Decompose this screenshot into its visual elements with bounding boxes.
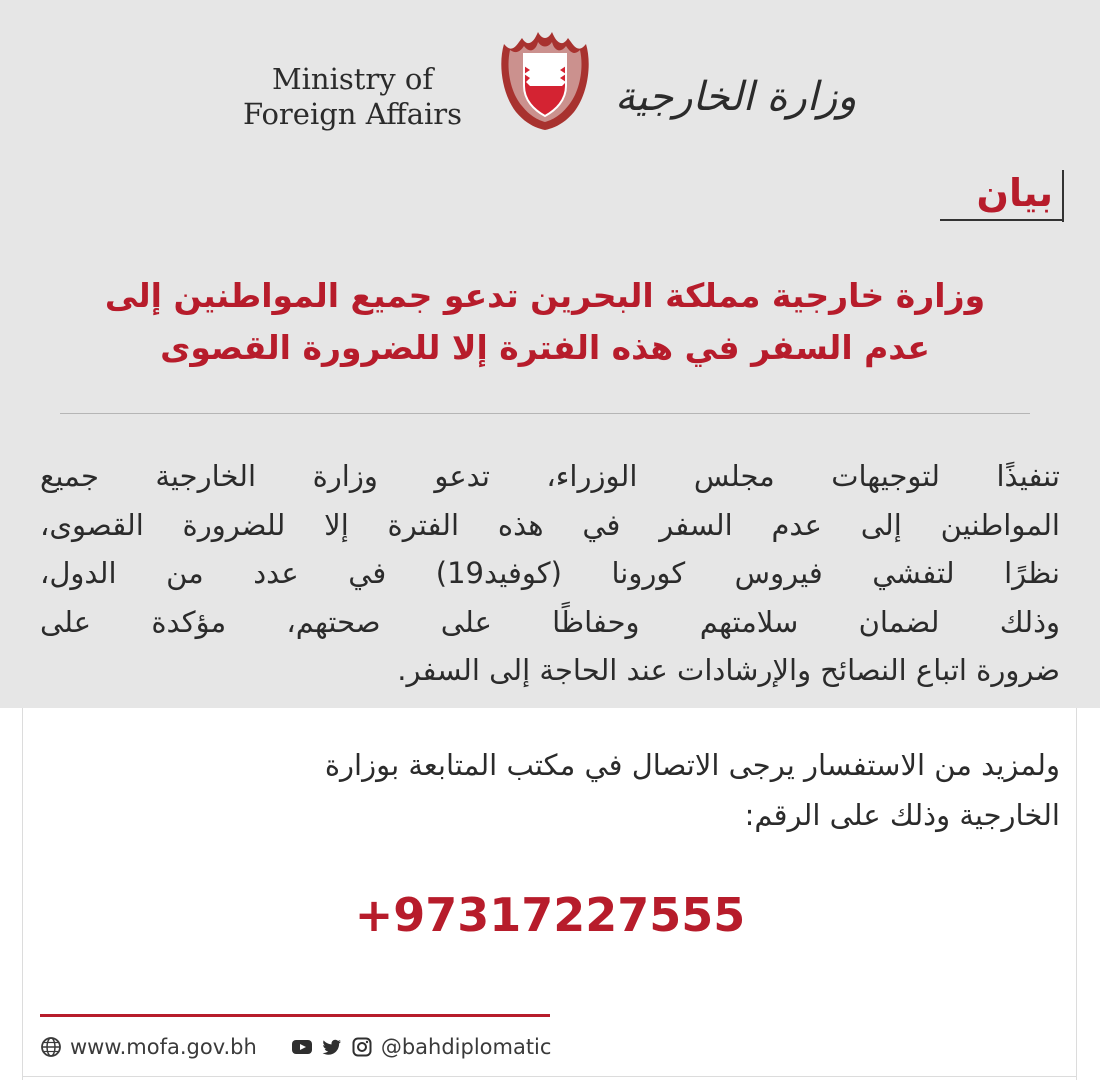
contact-line2: الخارجية وذلك على الرقم: [744,798,1060,832]
body-paragraph [40,452,1060,695]
social-handle[interactable]: @bahdiplomatic [380,1035,552,1059]
contact-line1: ولمزيد من الاستفسار يرجى الاتصال في مكتب المتابعة بوزارة [324,748,1060,782]
ministry-english-name [230,62,475,132]
ministry-english-line1: Ministry of [271,62,434,96]
globe-icon [40,1036,62,1058]
instagram-icon[interactable] [351,1036,373,1058]
footer [40,1030,551,1064]
body-line: نظرًا لتفشي فيروس كورونا (كوفيد19) في عدد من الدول، [40,556,1060,590]
footer-accent-line [40,1014,550,1017]
tag-vertical-line [1062,170,1064,222]
body-line: وذلك لضمان سلامتهم وحفاظًا على صحتهم، مؤكدة على [40,604,1060,639]
website-link[interactable]: www.mofa.gov.bh [70,1035,257,1059]
frame-left [22,708,23,1080]
statement-tag: بيان [976,171,1053,215]
twitter-icon[interactable] [321,1036,343,1058]
frame-right [1076,708,1077,1080]
body-line: تنفيذًا لتوجيهات مجلس الوزراء، تدعو وزارة الخارجية جميع [40,459,1060,493]
body-line: المواطنين إلى عدم السفر في هذه الفترة إلا للضرورة القصوى، [40,507,1060,542]
tag-underline [940,219,1064,221]
youtube-icon[interactable] [291,1036,313,1058]
headline-line1: وزارة خارجية مملكة البحرين تدعو جميع المواطنين إلى [104,276,986,315]
body-line: ضرورة اتباع النصائح والإرشادات عند الحاجة إلى السفر. [397,653,1060,687]
headline-line2: عدم السفر في هذه الفترة إلا للضرورة القصوى [160,328,930,367]
ministry-arabic-calligraphy: وزارة الخارجية [615,74,857,120]
contact-paragraph [40,740,1060,840]
frame-bottom [22,1076,1077,1077]
phone-number[interactable]: +97317227555 [354,888,746,942]
coat-of-arms-icon [496,24,594,132]
divider [60,413,1030,414]
ministry-english-line2: Foreign Affairs [242,97,463,131]
headline [40,270,1050,374]
